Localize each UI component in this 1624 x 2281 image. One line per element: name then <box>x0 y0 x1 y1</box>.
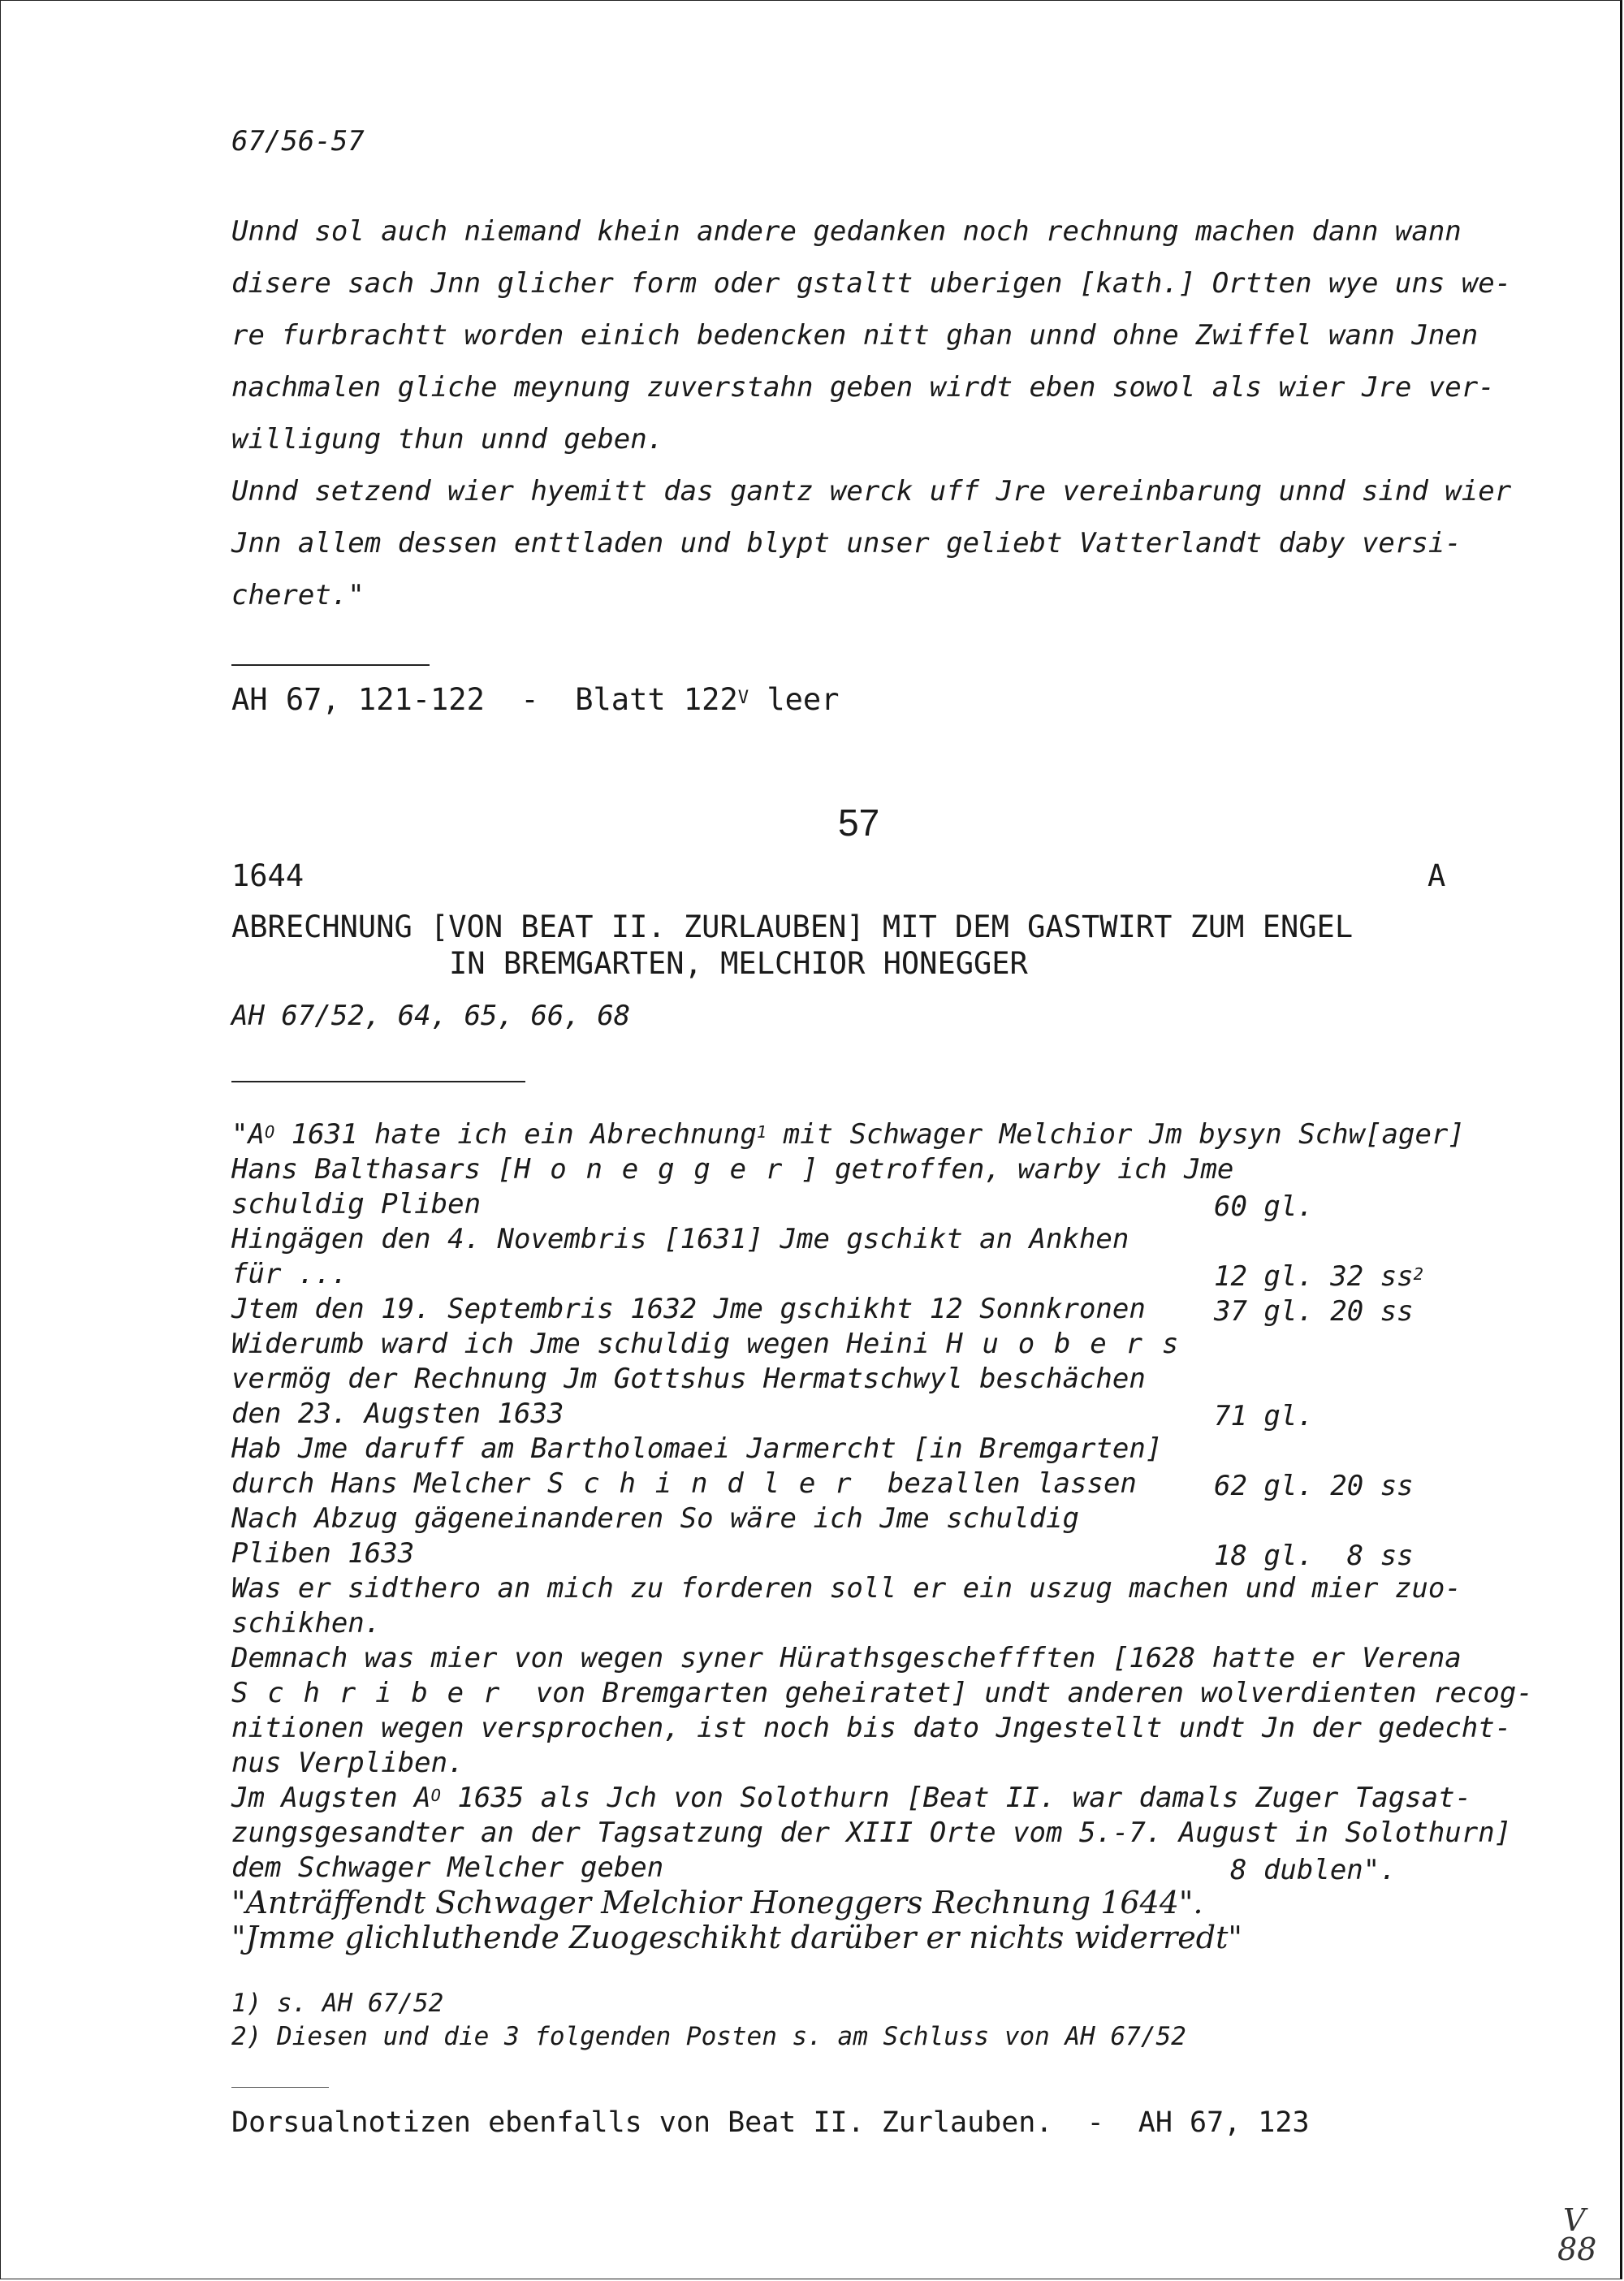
quote-line: Unnd sol auch niemand khein andere gedanken noch rechnung machen dann wann <box>231 215 1462 248</box>
footnote: 1) s. AH 67/52 <box>231 1989 444 2018</box>
account-line: nus Verpliben. <box>231 1747 464 1779</box>
account-line <box>231 1467 1137 1500</box>
text: 1635 als Jch von Solothurn [Beat II. war damals Zuger Tagsat- <box>440 1782 1472 1814</box>
separator-rule <box>231 2087 329 2088</box>
bottom-note: Dorsualnotizen ebenfalls von Beat II. Zurlauben. - AH 67, 123 <box>231 2106 1310 2139</box>
account-line: zungsgesandter an der Tagsatzung der XIII Orte vom 5.-7. August in Solothurn] <box>231 1817 1512 1849</box>
quote-line: nachmalen gliche meynung zuverstahn geben wirdt eben sowol als wier Jre ver- <box>231 371 1495 404</box>
account-line <box>231 1679 1533 1707</box>
document-title-cont: IN BREMGARTEN, MELCHIOR HONEGGER <box>449 946 1028 981</box>
amount-text: 12 gl. 32 ss <box>1214 1260 1414 1293</box>
footnote: 2) Diesen und die 3 folgenden Posten s. am Schluss von AH 67/52 <box>231 2022 1186 2051</box>
document-year: 1644 <box>231 858 304 893</box>
account-line: Jtem den 19. Septembris 1632 Jme gschikht 12 Sonnkronen <box>231 1293 1146 1325</box>
source-line <box>231 682 840 717</box>
quote-line: disere sach Jnn glicher form oder gstaltt uberigen [kath.] Ortten wye uns we- <box>231 267 1512 300</box>
account-line: Pliben 1633 <box>231 1537 415 1570</box>
page-number-handwritten: 88 <box>1557 2231 1597 2267</box>
corner-mark: V <box>1563 2202 1586 2238</box>
separator-rule <box>231 664 430 666</box>
account-amount <box>1214 1260 1423 1293</box>
account-line <box>231 1784 1471 1812</box>
source-text: AH 67, 121-122 - Blatt 122 <box>231 682 738 717</box>
archive-refs: AH 67/52, 64, 65, 66, 68 <box>231 1000 631 1032</box>
footnote-ref: 1 <box>756 1121 767 1142</box>
document-letter: A <box>1427 858 1446 893</box>
account-line: schuldig Pliben <box>231 1188 482 1220</box>
account-line <box>231 1330 1198 1358</box>
account-line: Demnach was mier von wegen syner Hürathsgescheffften [1628 hatte er Verena <box>231 1642 1462 1674</box>
account-line: dem Schwager Melcher geben <box>231 1851 664 1884</box>
text: Jm Augsten A <box>231 1782 431 1814</box>
quote-line: Jnn allem dessen enttladen und blypt unser geliebt Vatterlandt daby versi- <box>231 527 1462 559</box>
account-amount: 37 gl. 20 ss <box>1214 1295 1414 1328</box>
text: durch Hans Melcher <box>231 1467 547 1500</box>
document-number: 57 <box>838 801 880 844</box>
account-line: Was er sidthero an mich zu forderen soll er ein uszug machen und mier zuo- <box>231 1572 1462 1605</box>
spaced-name: Honegger <box>514 1153 802 1186</box>
text: ] getroffen, warby ich Jme <box>801 1153 1234 1186</box>
account-line <box>231 1118 1465 1151</box>
quote-line: willigung thun unnd geben. <box>231 423 664 456</box>
footnote-ref: 2 <box>1413 1264 1423 1284</box>
account-amount: 8 dublen". <box>1230 1854 1397 1886</box>
account-amount: 62 gl. 20 ss <box>1214 1470 1414 1502</box>
spaced-name: Schindler <box>546 1467 871 1500</box>
account-amount: 18 gl. 8 ss <box>1214 1540 1414 1572</box>
dorsal-note: "Anträffendt Schwager Melchior Honeggers Rechnung 1644". <box>231 1885 1203 1920</box>
sup: O <box>430 1785 441 1805</box>
quote-line: cheret." <box>231 579 365 611</box>
sup: O <box>264 1121 275 1142</box>
source-text-end: leer <box>749 682 840 717</box>
account-amount: 60 gl. <box>1214 1190 1314 1223</box>
account-line: vermög der Rechnung Jm Gottshus Hermatschwyl beschächen <box>231 1363 1146 1395</box>
account-line: Hab Jme daruff am Bartholomaei Jarmercht [in Bremgarten] <box>231 1432 1163 1465</box>
account-line: nitionen wegen versprochen, ist noch bis dato Jngestellt undt Jn der gedecht- <box>231 1712 1512 1744</box>
document-title: ABRECHNUNG [VON BEAT II. ZURLAUBEN] MIT DEM GASTWIRT ZUM ENGEL <box>231 909 1354 944</box>
text: von Bremgarten geheiratet] undt anderen wolverdienten recog- <box>519 1677 1533 1709</box>
text: Hans Balthasars [ <box>231 1153 514 1186</box>
dorsal-note: "Jmme glichluthende Zuogeschikht darüber er nichts widerredt" <box>231 1920 1242 1955</box>
account-line: Nach Abzug gägeneinanderen So wäre ich Jme schuldig <box>231 1502 1079 1535</box>
quote-line: re furbrachtt worden einich bedencken nitt ghan unnd ohne Zwiffel wann Jnen <box>231 319 1479 352</box>
account-line: Hingägen den 4. Novembris [1631] Jme gschikt an Ankhen <box>231 1223 1129 1255</box>
archive-reference: 67/56-57 <box>231 125 365 158</box>
quote-line: Unnd setzend wier hyemitt das gantz werck uff Jre vereinbarung unnd sind wier <box>231 475 1512 508</box>
text: Widerumb ward ich Jme schuldig wegen Heini <box>231 1328 947 1360</box>
account-line <box>231 1153 1234 1186</box>
account-line: schikhen. <box>231 1607 382 1639</box>
separator-rule <box>231 1081 525 1082</box>
account-line: den 23. Augsten 1633 <box>231 1398 564 1430</box>
account-amount: 71 gl. <box>1214 1400 1314 1432</box>
text: 1631 hate ich ein Abrechnung <box>274 1118 757 1151</box>
spaced-name: Huobers <box>946 1328 1199 1360</box>
text: mit Schwager Melchior Jm bysyn Schw[ager] <box>767 1118 1465 1151</box>
account-line: für ... <box>231 1258 348 1290</box>
text: "A <box>231 1118 265 1151</box>
text: bezallen lassen <box>870 1467 1137 1500</box>
source-sup: V <box>737 687 749 709</box>
spaced-name: Schriber <box>231 1677 520 1709</box>
